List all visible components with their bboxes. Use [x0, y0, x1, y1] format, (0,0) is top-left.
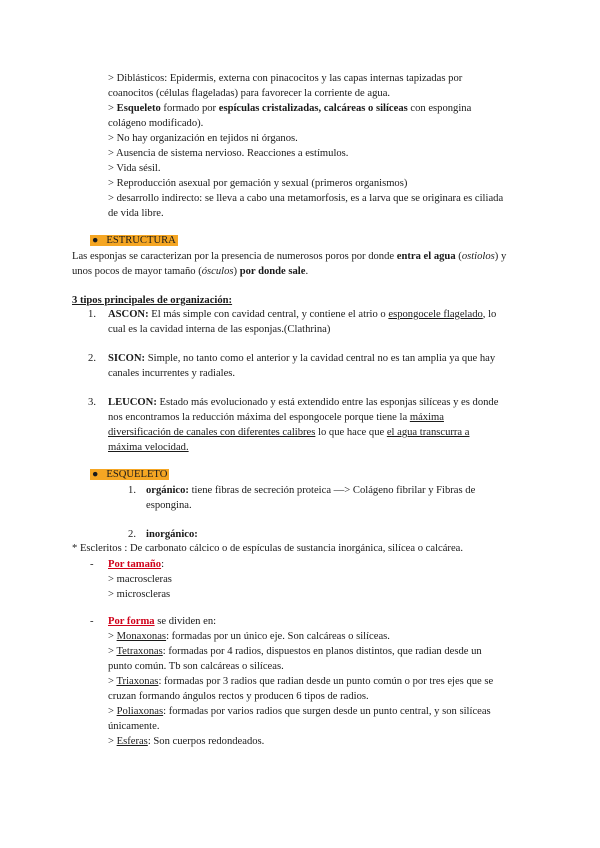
skeleton-line [108, 101, 503, 116]
text-run: Simple, no tanto como el anterior y la cavidad central no es tan amplia ya que hay [145, 353, 496, 364]
item-name: SICON: [108, 353, 146, 364]
tipo-item-sicon [90, 351, 495, 381]
intro-line: de vida libre. [108, 208, 164, 219]
text-run: unos pocos de mayor tamaño ( [72, 266, 202, 277]
tipo-item-ascon [90, 307, 496, 337]
underlined-run: espongocele flagelado [388, 309, 483, 320]
estructura-title: ESTRUCTURA [106, 235, 176, 246]
intro-line: > Reproducción asexual por gemación y sexual (primeros organismos) [108, 178, 408, 189]
underlined-run: máxima [409, 412, 444, 423]
text-run: Las esponjas se caracterizan por la presencia de numerosos poros por donde [72, 251, 397, 262]
estructura-paragraph [72, 249, 506, 279]
bullet-icon: ● [92, 469, 99, 480]
text-run: : formadas por 4 radios, dispuestos en planos distintos, que radian desde un [162, 646, 482, 657]
item-name: inorgánico: [146, 529, 198, 540]
estructura-line-1 [72, 249, 506, 264]
estructura-heading [90, 233, 178, 248]
intro-list [108, 71, 503, 221]
intro-line: colágeno modificado). [108, 118, 204, 129]
por-tamano-section [90, 557, 172, 602]
item-name: ASCON: [108, 309, 149, 320]
text-run: : formadas por 3 radios que radian desde un punto común o por tres ejes que se [158, 676, 494, 687]
underlined-term: Esferas [116, 736, 148, 747]
intro-line: > Diblásticos: Epidermis, externa con pinacocitos y las capas internas tapizadas por [108, 73, 463, 84]
intro-line: > Vida sésil. [108, 163, 161, 174]
underlined-term: Triaxonas [116, 676, 159, 687]
italic-run: ostiolos [461, 251, 495, 262]
item-name: orgánico: [146, 485, 189, 496]
skeleton-pre: > [108, 103, 117, 114]
text-run: , lo [482, 309, 497, 320]
text-run: lo que hace que [315, 427, 387, 438]
list-item-continuation: cruzan formando ángulos rectos y producen 6 tipos de radios. [108, 691, 369, 702]
text-run: > [108, 646, 117, 657]
text-run: se dividen en: [154, 616, 217, 627]
text-run: : formadas por un único eje. Son calcáreas o silíceas. [166, 631, 390, 642]
esqueleto-item-organico [128, 483, 475, 513]
text-run: : formadas por varios radios que surgen desde un punto central, y son silíceas [163, 706, 491, 717]
list-item: > macroscleras [108, 574, 172, 585]
list-item [108, 704, 493, 719]
text-run: : Son cuerpos redondeados. [147, 736, 265, 747]
text-run: nos encontramos la reducción máxima del espongocele porque tiene la [108, 412, 410, 423]
estructura-line-2 [72, 264, 506, 279]
skeleton-bold-spicules: espículas cristalizadas, calcáreas o silíceas [218, 103, 408, 114]
italic-run: ósculos [201, 266, 234, 277]
item-number: 2. [128, 529, 136, 540]
underlined-run: el agua transcurra a [386, 427, 470, 438]
underlined-term: Monaxonas [116, 631, 167, 642]
list-item [108, 734, 493, 749]
intro-line: > No hay organización en tejidos ni órganos. [108, 133, 298, 144]
text-run: > [108, 631, 117, 642]
bold-run: por donde sale [239, 266, 306, 277]
text-run: ( [455, 251, 462, 262]
intro-line: > Ausencia de sistema nervioso. Reacciones a estímulos. [108, 148, 349, 159]
text-run: . [305, 266, 309, 277]
item-name: LEUCON: [108, 397, 157, 408]
underlined-run: máxima velocidad. [108, 442, 189, 453]
por-forma-section [90, 614, 493, 749]
underlined-term: Poliaxonas [116, 706, 164, 717]
escleritos-line: * Escleritos : De carbonato cálcico o de espículas de sustancia inorgánica, silícea o calcárea. [72, 543, 464, 554]
intro-line: > desarrollo indirecto: se lleva a cabo una metamorfosis, es a larva que se originara es ciliada [108, 193, 504, 204]
skeleton-post: con espongina [407, 103, 472, 114]
tipo-item-leucon [90, 395, 498, 455]
text-line: canales incurrentes y radiales. [108, 368, 236, 379]
intro-line: coanocitos (células flageladas) para favorecer la corriente de agua. [108, 88, 391, 99]
item-number: 3. [88, 397, 96, 408]
item-number: 1. [88, 309, 96, 320]
esqueleto-heading [90, 467, 169, 482]
dash-icon: - [90, 559, 94, 570]
item-number: 1. [128, 485, 136, 496]
list-item-continuation: punto común. Tb son calcáreas o silíceas. [108, 661, 284, 672]
skeleton-bold-term: Esqueleto [116, 103, 161, 114]
item-number: 2. [88, 353, 96, 364]
list-item [108, 674, 493, 689]
red-label: Por tamaño [108, 559, 162, 570]
list-item [108, 644, 493, 659]
text-line: espongina. [146, 500, 192, 511]
esqueleto-title: ESQUELETO [106, 469, 168, 480]
underlined-run: diversificación de canales con diferentes calibres [108, 427, 316, 438]
text-run: Estado más evolucionado y está extendido entre las esponjas silíceas y es donde [156, 397, 499, 408]
esqueleto-item-inorganico [128, 527, 198, 542]
text-line: cual es la cavidad interna de las esponjas.(Clathrina) [108, 324, 331, 335]
text-run: > [108, 736, 117, 747]
text-run: ) [233, 266, 240, 277]
list-item [108, 629, 493, 644]
dash-icon: - [90, 616, 94, 627]
text-run: El más simple con cavidad central, y contiene el atrio o [148, 309, 389, 320]
skeleton-mid: formado por [160, 103, 219, 114]
list-item: > microscleras [108, 589, 171, 600]
underlined-term: Tetraxonas [116, 646, 163, 657]
text-run: tiene fibras de secreción proteica —> Colágeno fibrilar y Fibras de [188, 485, 476, 496]
text-run: > [108, 676, 117, 687]
list-item-continuation: únicamente. [108, 721, 160, 732]
bullet-icon: ● [92, 235, 99, 246]
text-run: ) y [494, 251, 507, 262]
text-run: : [161, 559, 165, 570]
text-run: > [108, 706, 117, 717]
tipos-heading: 3 tipos principales de organización: [72, 295, 233, 306]
red-label: Por forma [108, 616, 155, 627]
bold-run: entra el agua [396, 251, 456, 262]
